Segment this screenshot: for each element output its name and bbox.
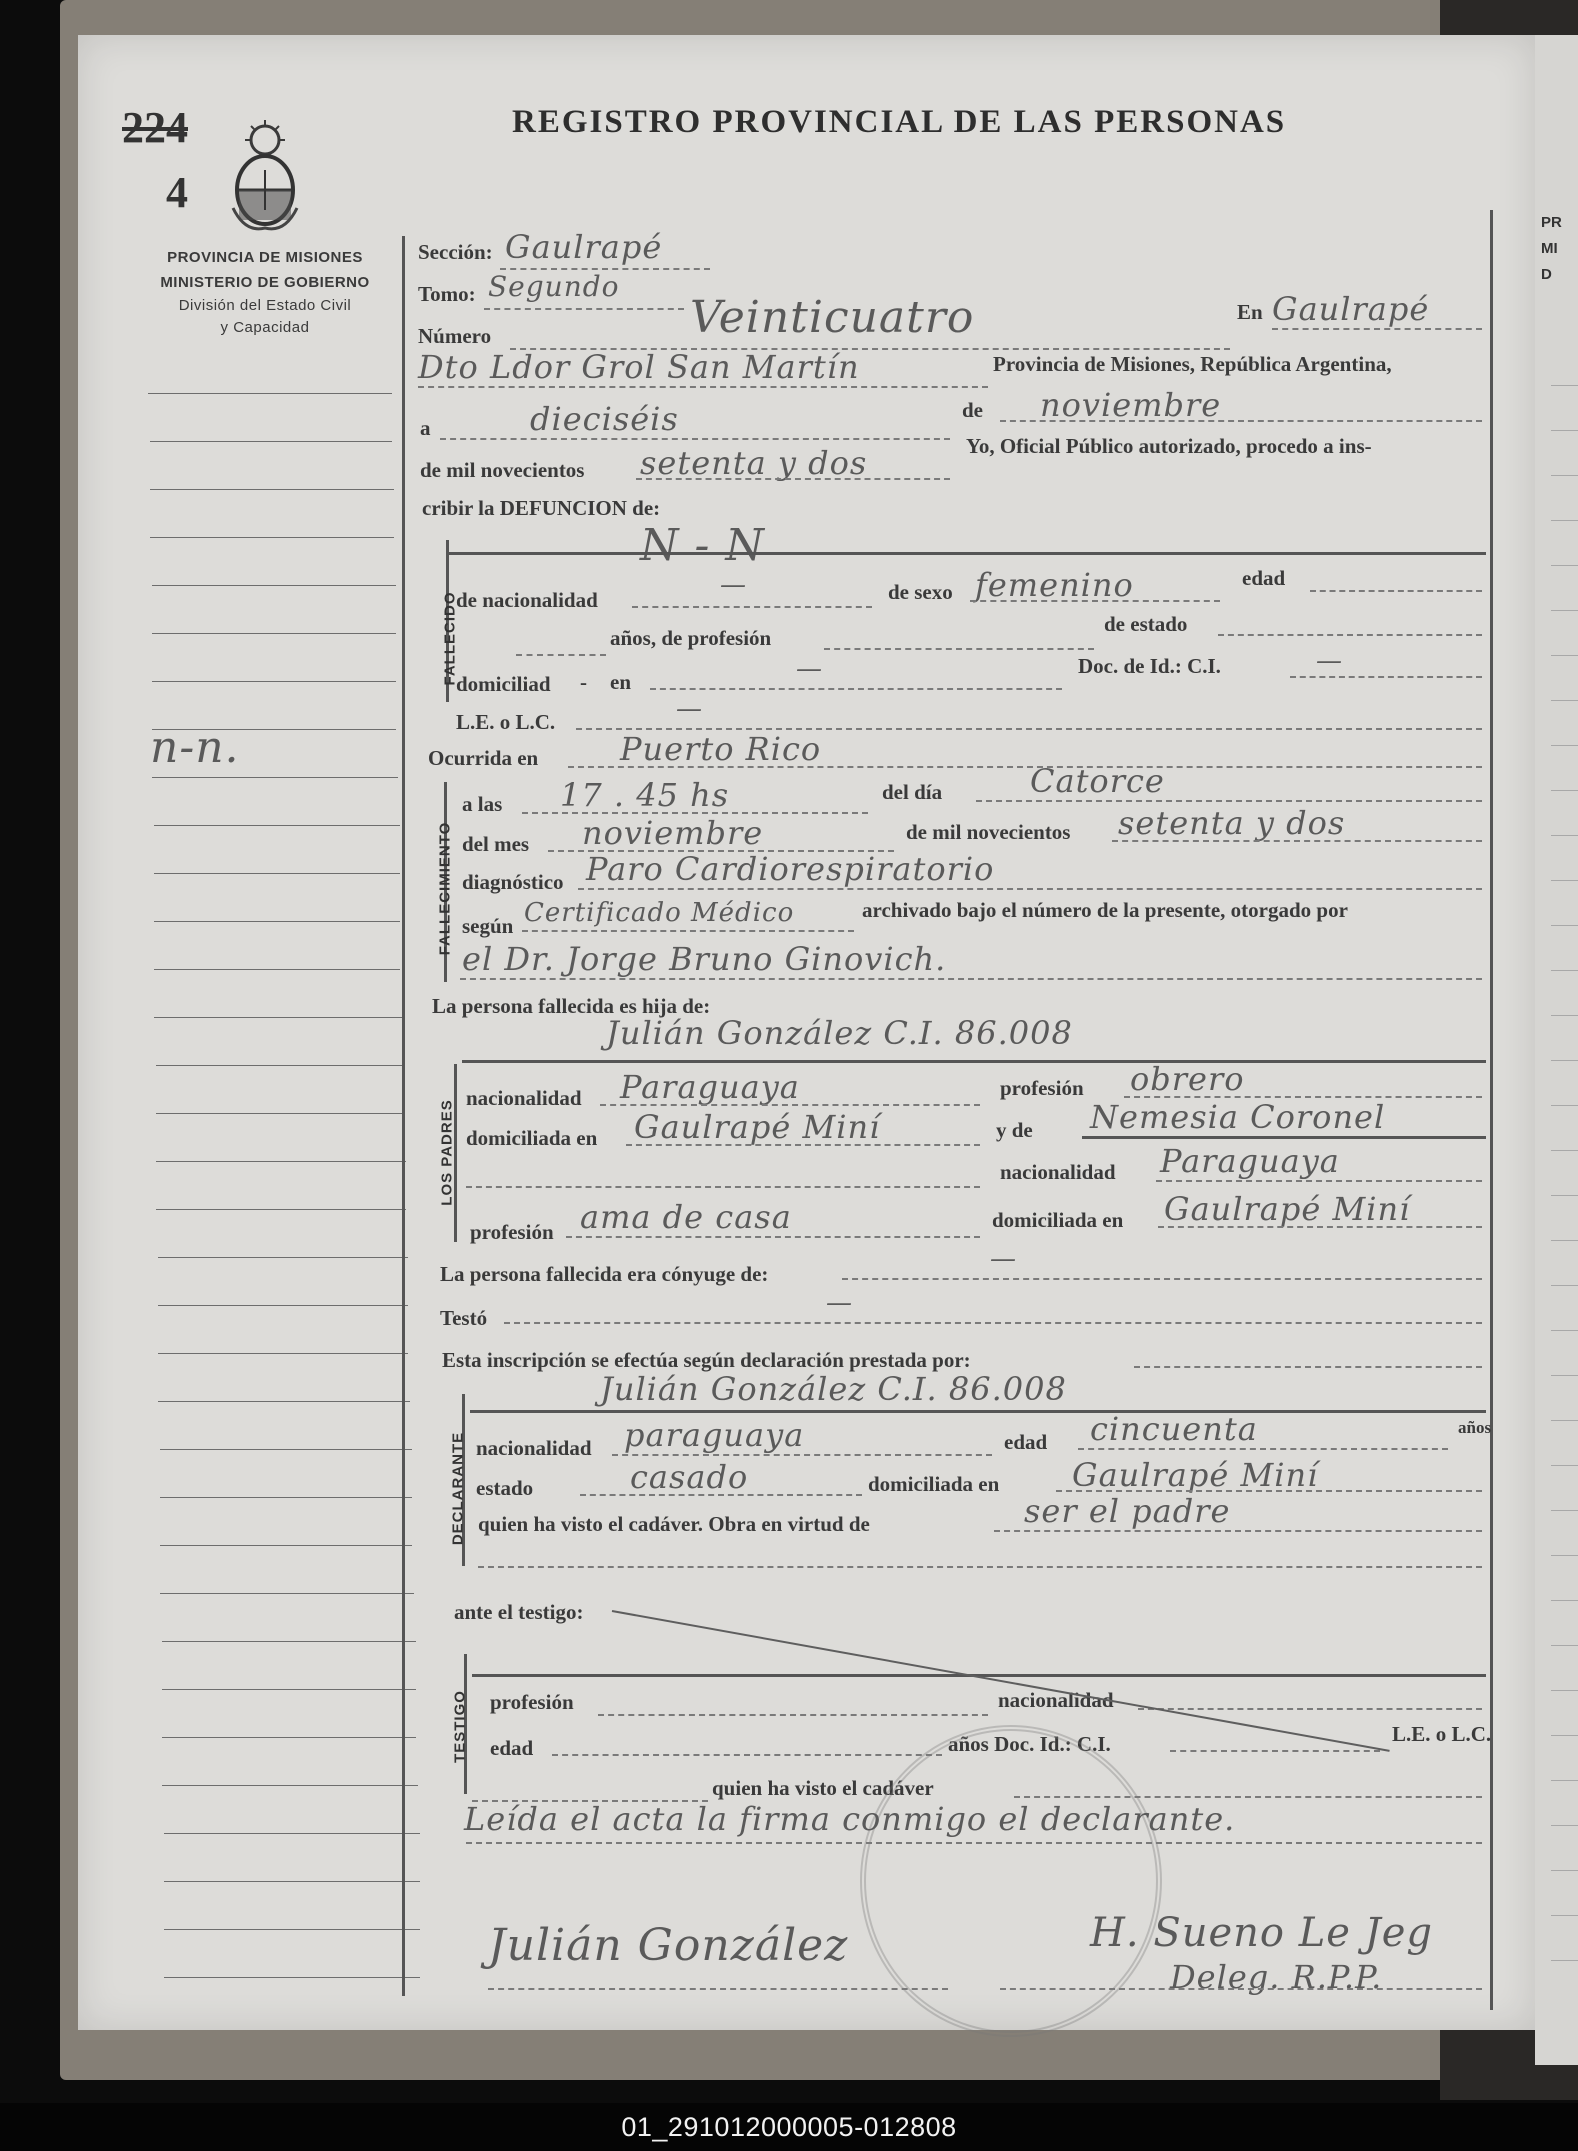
fallecido-nacionalidad-label: de nacionalidad (456, 588, 598, 612)
adjacent-page-text: PR MI D (1541, 214, 1562, 283)
hija-label: La persona fallecida es hija de: (432, 994, 711, 1018)
declarante-section-label: DECLARANTE (449, 1431, 467, 1546)
declaracion-label: Esta inscripción se efectúa según declaración prestada por: (442, 1348, 971, 1372)
a-las-label: a las (462, 792, 503, 816)
fallecido-nacionalidad-value: — (720, 570, 747, 600)
fallecimiento-section-label: FALLECIMIENTO (436, 821, 454, 956)
le-label: L.E. o L.C. (456, 710, 556, 734)
provincia-label: Provincia de Misiones, República Argentina, (993, 352, 1392, 376)
edad-label: edad (1242, 566, 1286, 590)
anio-label: de mil novecientos (420, 458, 585, 482)
coat-of-arms-icon (225, 118, 305, 238)
fallecido-section-label: FALLECIDO (441, 591, 459, 686)
sexo-label: de sexo (888, 580, 953, 604)
mes-value: noviembre (1040, 386, 1222, 424)
medico-value: el Dr. Jorge Bruno Ginovich. (462, 940, 947, 978)
oficial-cargo: Deleg. R.P.P. (1170, 1958, 1383, 1996)
province-label: PROVINCIA DE MISIONES (167, 249, 363, 266)
declarante-signature: Julián González (488, 1920, 849, 1971)
tomo-label: Tomo: (418, 282, 476, 306)
page-number: 4 (166, 168, 188, 217)
madre-domicilio-value: Gaulrapé Miní (1164, 1190, 1411, 1228)
tomo-value: Segundo (488, 270, 620, 303)
hora-value: 17 . 45 hs (560, 776, 730, 814)
le-dash-value: — (676, 694, 703, 724)
oficial-label-1: Yo, Oficial Público autorizado, procedo a ins- (966, 434, 1372, 458)
testo-label: Testó (440, 1306, 488, 1330)
fallecido-nombre-line (448, 552, 1486, 555)
declarante-nacionalidad-value: paraguaya (624, 1416, 805, 1454)
domicilio-dash: - (580, 670, 587, 694)
dia-value-fallecimiento: Catorce (1030, 762, 1165, 800)
padre-profesion-value: obrero (1130, 1060, 1245, 1098)
declarante-domicilio-value: Gaulrapé Miní (1072, 1456, 1319, 1494)
diagnostico-label: diagnóstico (462, 870, 564, 894)
madre-domicilio-label: domiciliada en (992, 1208, 1124, 1232)
declarante-nacionalidad-label: nacionalidad (476, 1436, 592, 1460)
leida-acta-value: Leída el acta la firma conmigo el declarante. (464, 1800, 1236, 1838)
testigo-visto-label: quien ha visto el cadáver (712, 1776, 934, 1800)
doc-label: Doc. de Id.: C.I. (1078, 654, 1221, 678)
mes-value-fallecimiento: noviembre (582, 814, 764, 852)
virtud-value: ser el padre (1024, 1492, 1231, 1530)
madre-profesion-label: profesión (470, 1220, 554, 1244)
segun-value: Certificado Médico (524, 898, 795, 928)
document-title: REGISTRO PROVINCIAL DE LAS PERSONAS (512, 104, 1287, 140)
ante-testigo-label: ante el testigo: (454, 1600, 584, 1624)
madre-line (1082, 1136, 1486, 1139)
declarante-anios-label: años (1458, 1418, 1492, 1437)
de-label: de (962, 398, 983, 422)
anios-profesion-label: años, de profesión (610, 626, 772, 650)
seccion-label: Sección: (418, 240, 493, 264)
image-caption: 01_291012000005-012808 (0, 2103, 1578, 2151)
oficina-value: Dto Ldor Grol San Martín (418, 348, 860, 386)
declarante-domicilio-label: domiciliada en (868, 1472, 1000, 1496)
adjacent-page (1535, 35, 1578, 2065)
division-label-2: y Capacidad (220, 319, 310, 336)
domicilio-en-label: en (610, 670, 631, 694)
testigo-doc-label: años Doc. Id.: C.I. (948, 1732, 1111, 1756)
madre-value: Nemesia Coronel (1090, 1098, 1386, 1136)
declarante-edad-label: edad (1004, 1430, 1048, 1454)
domicilio-dash-value: — (796, 654, 823, 684)
visto-label: quien ha visto el cadáver. Obra en virtud de (478, 1512, 870, 1536)
testigo-nacionalidad-label: nacionalidad (998, 1688, 1114, 1712)
en-value: Gaulrapé (1272, 290, 1430, 328)
del-dia-label: del día (882, 780, 943, 804)
en-label: En (1237, 300, 1263, 324)
anio-value-fallecimiento: setenta y dos (1118, 804, 1346, 842)
lugar-value: Puerto Rico (620, 730, 822, 768)
fallecido-nombre: N - N (640, 520, 765, 571)
declarante-line (470, 1410, 1486, 1413)
archivado-label: archivado bajo el número de la presente, otorgado por (862, 898, 1348, 922)
oficial-signature: H. Sueno Le Jeg (1090, 1910, 1433, 1956)
testigo-profesion-label: profesión (490, 1690, 574, 1714)
numero-label: Número (418, 324, 492, 348)
segun-label: según (462, 914, 514, 938)
diagnostico-value: Paro Cardiorespiratorio (586, 850, 995, 888)
anio-value: setenta y dos (640, 444, 868, 482)
padre-value: Julián González C.I. 86.008 (606, 1014, 1073, 1052)
declarante-estado-label: estado (476, 1476, 534, 1500)
madre-profesion-value: ama de casa (580, 1198, 792, 1236)
division-label-1: División del Estado Civil (178, 297, 352, 314)
padre-profesion-label: profesión (1000, 1076, 1084, 1100)
padre-domicilio-label: domiciliada en (466, 1126, 598, 1150)
numero-value: Veinticuatro (690, 292, 975, 343)
conyuge-dash: — (990, 1244, 1017, 1274)
madre-nacionalidad-value: Paraguaya (1160, 1142, 1340, 1180)
y-de-label: y de (996, 1118, 1033, 1142)
padre-nacionalidad-value: Paraguaya (620, 1068, 800, 1106)
dia-value: dieciséis (530, 400, 679, 438)
declarante-nombre: Julián González C.I. 86.008 (600, 1370, 1067, 1408)
testigo-edad-label: edad (490, 1736, 534, 1760)
margin-divider (402, 236, 405, 1996)
ministry-label: MINISTERIO DE GOBIERNO (160, 274, 370, 291)
testigo-section-label: TESTIGO (451, 1690, 469, 1763)
ocurrida-label: Ocurrida en (428, 746, 539, 770)
margin-note: n-n. (150, 722, 240, 773)
del-mes-label: del mes (462, 832, 530, 856)
padre-nacionalidad-label: nacionalidad (466, 1086, 582, 1110)
padre-domicilio-value: Gaulrapé Miní (634, 1108, 881, 1146)
conyuge-label: La persona fallecida era cónyuge de: (440, 1262, 769, 1286)
anio-label-fallecimiento: de mil novecientos (906, 820, 1071, 844)
oficial-label-2: cribir la DEFUNCION de: (422, 496, 661, 520)
testo-dash: — (826, 1288, 853, 1318)
declarante-estado-value: casado (630, 1458, 749, 1496)
estado-label: de estado (1104, 612, 1188, 636)
declarante-edad-value: cincuenta (1090, 1410, 1258, 1448)
page-number-struck: 224 (122, 103, 188, 152)
padres-line (462, 1060, 1486, 1063)
domicilio-label: domiciliad (456, 672, 551, 696)
sexo-value: femenino (975, 566, 1134, 604)
issuer-block (120, 245, 410, 339)
a-label: a (420, 416, 431, 440)
madre-nacionalidad-label: nacionalidad (1000, 1160, 1116, 1184)
seccion-value: Gaulrapé (505, 228, 663, 266)
doc-dash-value: — (1316, 646, 1343, 676)
padres-section-label: LOS PADRES (438, 1099, 456, 1206)
testigo-le-label: L.E. o L.C. (1392, 1722, 1492, 1746)
official-seal-stamp (860, 1725, 1162, 2037)
